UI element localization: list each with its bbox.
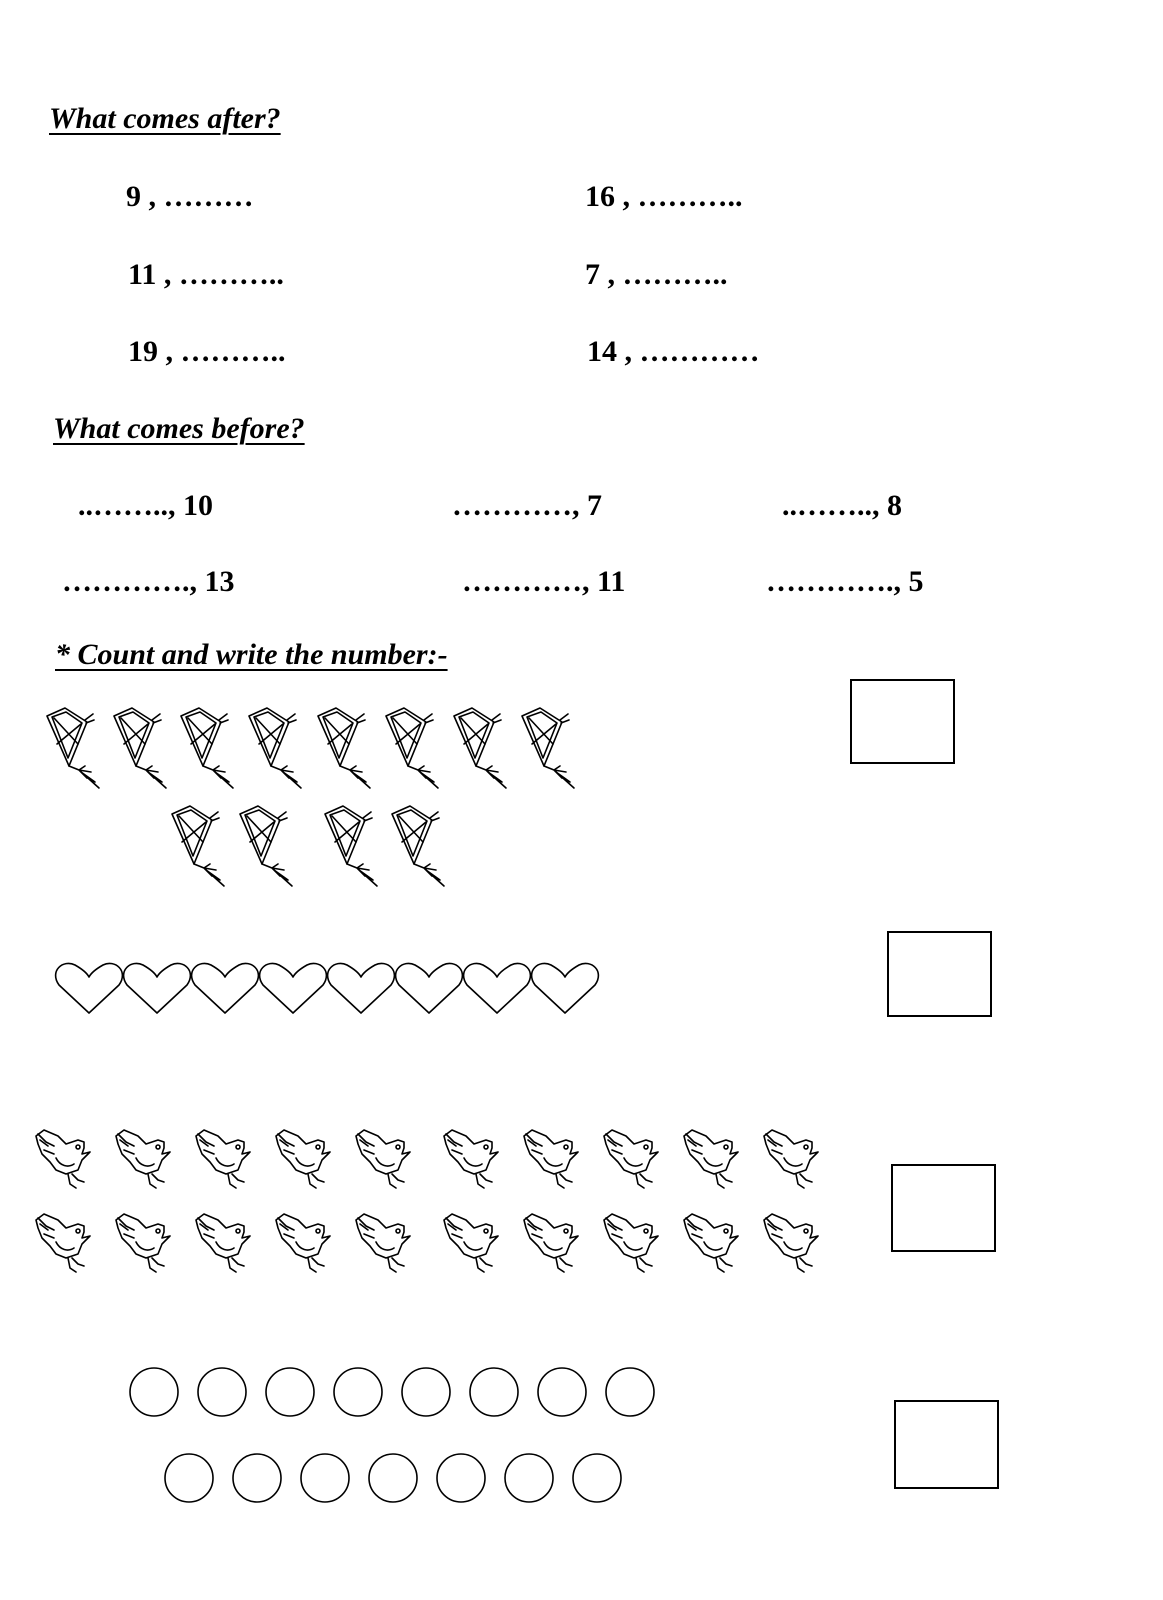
heart-icon xyxy=(532,963,599,1013)
heart-icon xyxy=(464,963,531,1013)
circle-icon xyxy=(266,1368,314,1416)
kite-icon xyxy=(325,806,377,886)
bird-icon xyxy=(36,1214,90,1272)
bird-icon xyxy=(116,1214,170,1272)
bird-icon xyxy=(524,1130,578,1188)
bird-icon xyxy=(524,1214,578,1272)
circle-icon xyxy=(369,1454,417,1502)
circle-icon xyxy=(130,1368,178,1416)
bird-icon xyxy=(444,1214,498,1272)
circle-icon xyxy=(198,1368,246,1416)
after-item: 16 , ……….. xyxy=(585,180,743,213)
before-item: ..…….., 10 xyxy=(78,489,213,522)
bird-icon xyxy=(604,1130,658,1188)
after-item: 7 , ……….. xyxy=(585,258,728,291)
kite-icon xyxy=(249,708,301,788)
after-item: 11 , ……….. xyxy=(128,258,284,291)
heart-group xyxy=(56,963,599,1013)
circle-icon xyxy=(233,1454,281,1502)
before-item: …………., 13 xyxy=(62,565,235,598)
heart-icon xyxy=(124,963,191,1013)
kite-icon xyxy=(47,708,99,788)
circle-icon xyxy=(402,1368,450,1416)
bird-icon xyxy=(604,1214,658,1272)
after-item: 9 , ……… xyxy=(126,180,254,213)
kite-icon xyxy=(386,708,438,788)
kite-icon xyxy=(114,708,166,788)
circle-icon xyxy=(505,1454,553,1502)
before-item: …………., 5 xyxy=(766,565,924,598)
kite-icon xyxy=(240,806,292,886)
bird-icon xyxy=(684,1130,738,1188)
after-item: 19 , ……….. xyxy=(128,335,286,368)
bird-icon xyxy=(764,1214,818,1272)
heart-icon xyxy=(328,963,395,1013)
kite-icon xyxy=(172,806,224,886)
bird-icon xyxy=(36,1130,90,1188)
bird-icon xyxy=(196,1214,250,1272)
circle-icon xyxy=(334,1368,382,1416)
circle-icon xyxy=(165,1454,213,1502)
bird-icon xyxy=(764,1130,818,1188)
bird-icon xyxy=(356,1130,410,1188)
circle-icon xyxy=(538,1368,586,1416)
circle-group xyxy=(130,1368,654,1502)
bird-icon xyxy=(276,1130,330,1188)
bird-icon xyxy=(684,1214,738,1272)
kite-icon xyxy=(392,806,444,886)
before-item: …………, 11 xyxy=(462,565,626,598)
kite-icon xyxy=(522,708,574,788)
circle-icon xyxy=(301,1454,349,1502)
circle-icon xyxy=(437,1454,485,1502)
bird-icon xyxy=(116,1130,170,1188)
heart-icon xyxy=(396,963,463,1013)
kite-icon xyxy=(181,708,233,788)
heart-icon xyxy=(192,963,259,1013)
bird-group xyxy=(36,1130,818,1272)
kite-group xyxy=(47,708,574,886)
bird-icon xyxy=(444,1130,498,1188)
heading-what-comes-before: What comes before? xyxy=(53,412,305,445)
kite-icon xyxy=(454,708,506,788)
heart-icon xyxy=(56,963,123,1013)
circle-icon xyxy=(573,1454,621,1502)
bird-icon xyxy=(196,1130,250,1188)
bird-icon xyxy=(276,1214,330,1272)
heading-count-and-write: * Count and write the number:- xyxy=(55,638,448,671)
bird-icon xyxy=(356,1214,410,1272)
before-item: …………, 7 xyxy=(452,489,602,522)
kite-icon xyxy=(318,708,370,788)
circle-icon xyxy=(470,1368,518,1416)
circle-icon xyxy=(606,1368,654,1416)
heading-what-comes-after: What comes after? xyxy=(49,102,281,135)
before-item: ..…….., 8 xyxy=(782,489,902,522)
after-item: 14 , ………… xyxy=(587,335,760,368)
heart-icon xyxy=(260,963,327,1013)
